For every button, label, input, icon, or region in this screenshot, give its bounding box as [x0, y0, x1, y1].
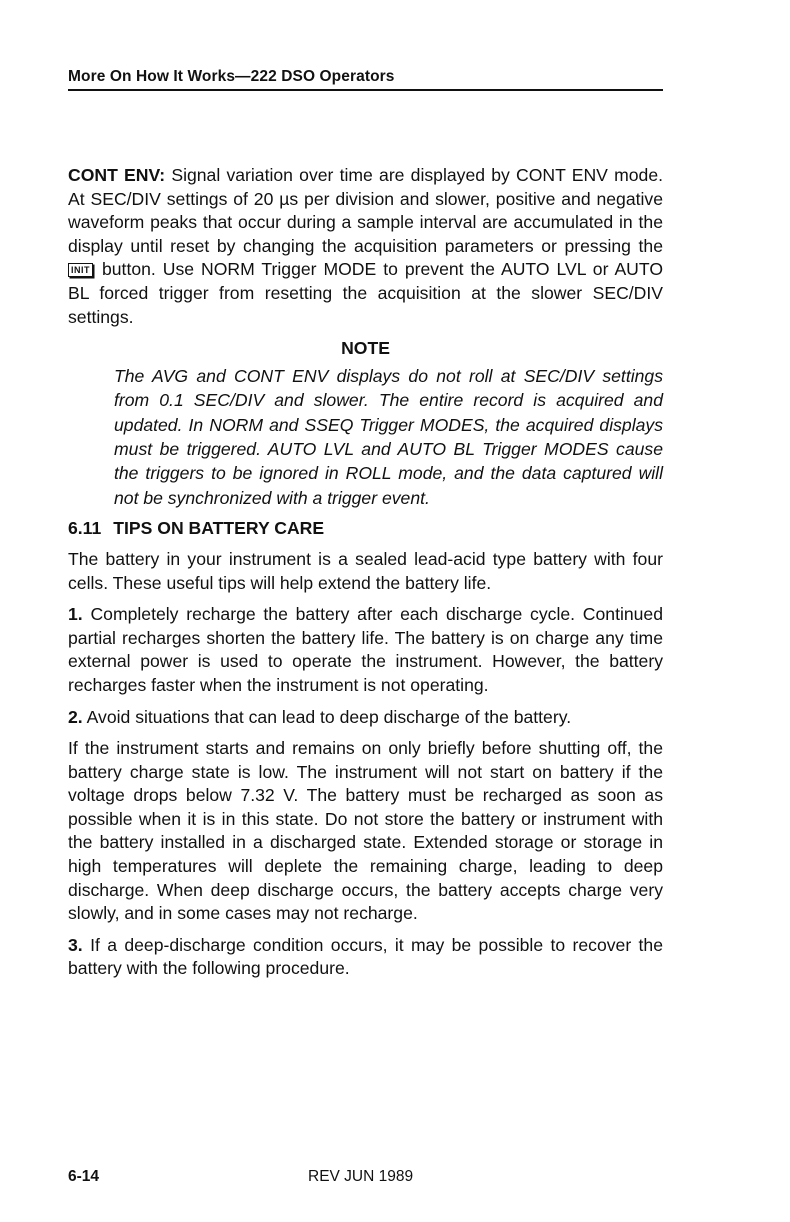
header-title: More On How It Works—222 DSO Operators: [68, 68, 395, 85]
tip-3-text: If a deep-discharge condition occurs, it may be possible to recover the battery with the following procedure.: [68, 934, 664, 979]
note-heading: NOTE: [341, 338, 390, 359]
section-number: 6.11: [68, 517, 102, 538]
revision-date: REV JUN 1989: [308, 1168, 414, 1185]
cont-env-paragraph: [68, 164, 663, 329]
page-content: [68, 164, 663, 981]
tip-3-number: 3.: [68, 934, 83, 955]
tip-2-detail-paragraph: If the instrument starts and remains on only briefly before shutting off, the battery charge state is low. The instrument will not start on battery if the voltage drops below 7.32 V. The battery must be recharged as soon as possible when it is in this state. Do not store the battery or instrument with the battery installed in a discharged state. Extended storage or storage in high temperatures will deplete the remaining charge, leading to deep discharge. When deep discharge occurs, the battery accepts charge very slowly, and in some cases may not recharge.: [68, 738, 663, 924]
cont-env-label: CONT ENV:: [68, 165, 166, 185]
section-title: TIPS ON BATTERY CARE: [113, 517, 325, 538]
init-key-icon: INIT: [68, 263, 93, 277]
tip-3-paragraph: [68, 934, 663, 981]
tip-2-number: 2.: [68, 706, 83, 727]
note-body: The AVG and CONT ENV displays do not roll at SEC/DIV settings from 0.1 SEC/DIV and slower. The entire record is acquired and updated. In NORM and SSEQ Trigger MODES, the acquired displays must be triggered. AUTO LVL and AUTO BL Trigger MODES cause the triggers to be ignored in ROLL mode, and the data captured will not be synchronized with a trigger event.: [114, 366, 663, 508]
section-heading: [68, 516, 663, 540]
page-number: 6-14: [68, 1168, 100, 1185]
tip-1-number: 1.: [68, 604, 83, 625]
cont-env-text-continued: button. Use NORM Trigger MODE to prevent the AUTO LVL or AUTO BL forced trigger from resetting the acquisition at the slower SEC/DIV settings.: [68, 259, 664, 327]
tip-2-paragraph: [68, 706, 663, 730]
tip-2-text: Avoid situations that can lead to deep discharge of the battery.: [86, 706, 572, 727]
battery-intro-paragraph: The battery in your instrument is a sealed lead-acid type battery with four cells. These useful tips will help extend the battery life.: [68, 548, 663, 593]
tip-1-text: Completely recharge the battery after each discharge cycle. Continued partial recharges shorten the battery life. The battery is on charge any time external power is used to operate the instrument. However, the battery recharges faster when the instrument is not operating.: [68, 604, 663, 695]
page-header: [68, 68, 663, 91]
cont-env-text: Signal variation over time are displayed by CONT ENV mode. At SEC/DIV settings of 20 µs per division and slower, positive and negative waveform peaks that occur during a sample interval are accumulated in the display until reset by changing the acquisition parameters or pressing the: [68, 165, 664, 256]
tip-1-paragraph: [68, 603, 663, 697]
